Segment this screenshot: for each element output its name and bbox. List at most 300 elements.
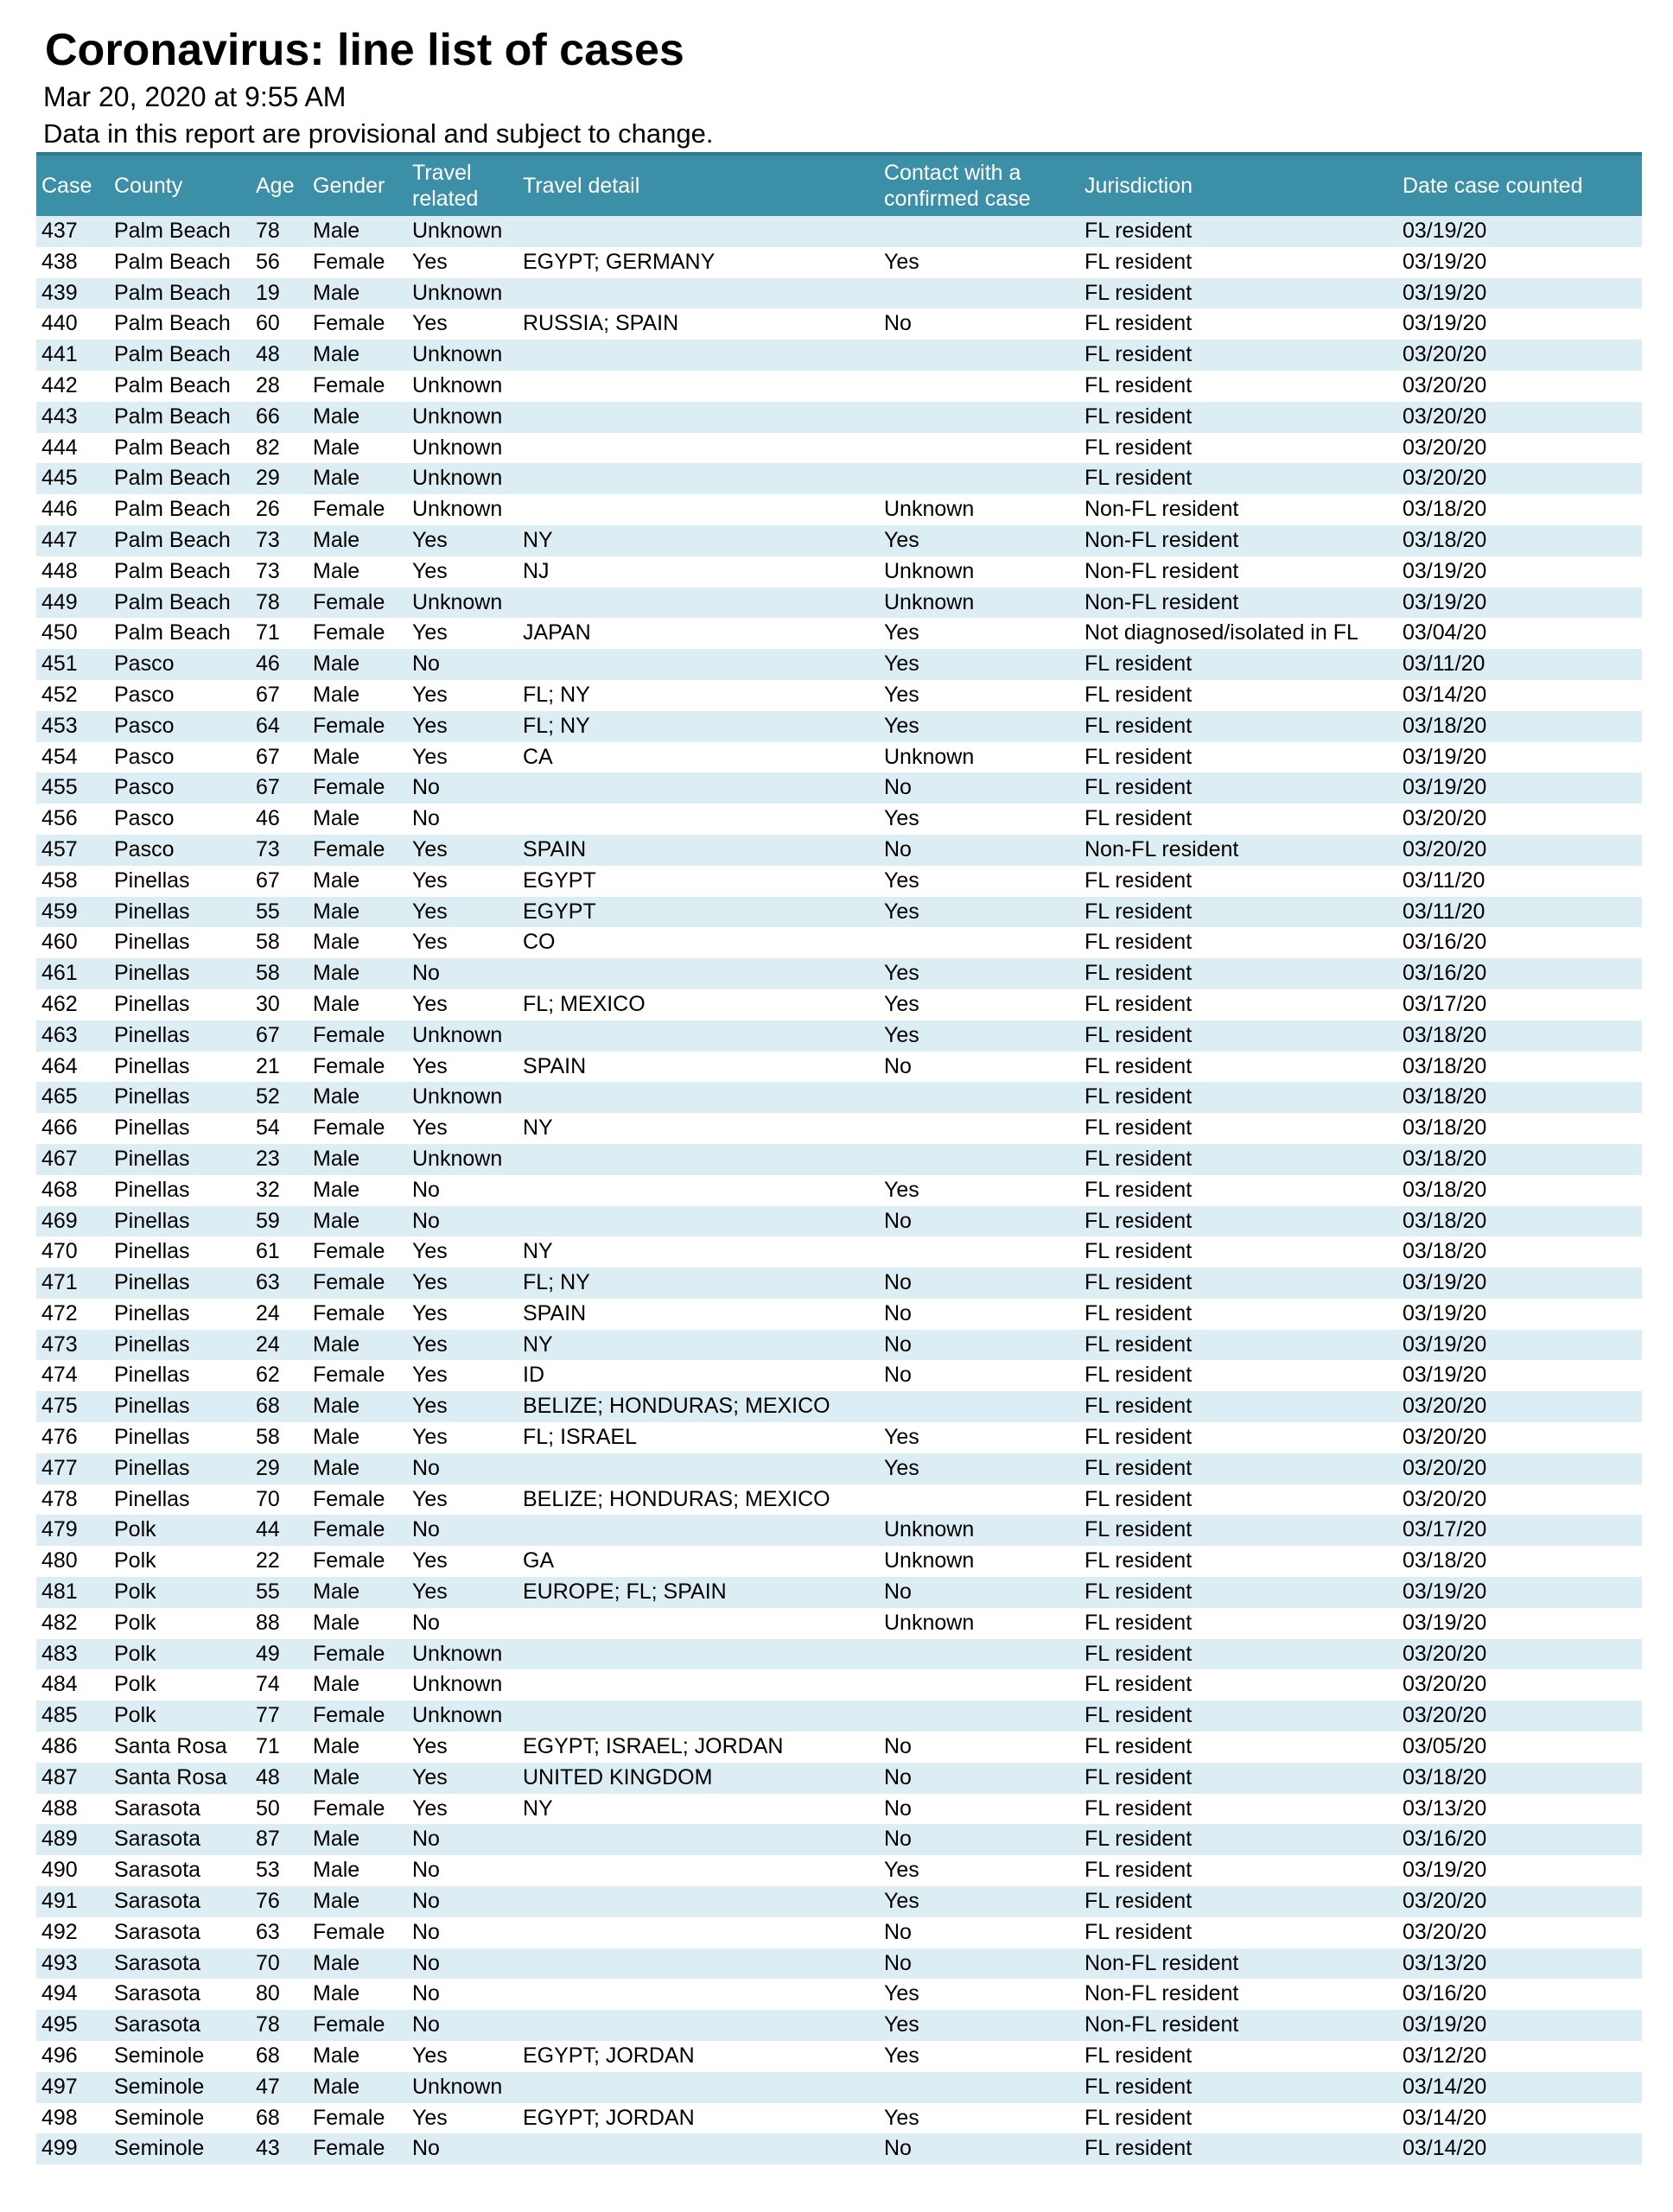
cell-contact xyxy=(879,927,1079,958)
cell-county: Palm Beach xyxy=(109,308,251,340)
cell-case: 486 xyxy=(36,1732,109,1763)
cell-age: 80 xyxy=(251,1979,308,2010)
cell-case: 473 xyxy=(36,1330,109,1361)
cell-travel-related: Unknown xyxy=(407,216,518,247)
cell-age: 54 xyxy=(251,1113,308,1144)
cell-travel-detail xyxy=(518,1700,879,1732)
table-row xyxy=(36,649,1642,680)
table-row xyxy=(36,2041,1642,2072)
cell-jurisdiction: Non-FL resident xyxy=(1079,2010,1397,2041)
cell-gender: Male xyxy=(308,866,407,897)
cell-county: Pinellas xyxy=(109,1113,251,1144)
cell-jurisdiction: FL resident xyxy=(1079,1732,1397,1763)
cell-contact: No xyxy=(879,1052,1079,1083)
cell-travel-detail xyxy=(518,1824,879,1855)
cell-age: 58 xyxy=(251,1422,308,1453)
cell-county: Pasco xyxy=(109,680,251,711)
cell-gender: Male xyxy=(308,1979,407,2010)
cell-contact: No xyxy=(879,1299,1079,1330)
table-row xyxy=(36,2010,1642,2041)
cell-contact xyxy=(879,1700,1079,1732)
cell-contact xyxy=(879,433,1079,464)
cell-travel-detail xyxy=(518,1082,879,1113)
cell-age: 26 xyxy=(251,494,308,525)
cell-age: 63 xyxy=(251,1917,308,1948)
table-row xyxy=(36,278,1642,309)
cell-contact xyxy=(879,1484,1079,1516)
cell-case: 450 xyxy=(36,618,109,649)
cell-county: Palm Beach xyxy=(109,494,251,525)
cell-age: 70 xyxy=(251,1948,308,1980)
cell-case: 440 xyxy=(36,308,109,340)
cell-travel-detail: SPAIN xyxy=(518,1299,879,1330)
cell-travel-related: Yes xyxy=(407,2041,518,2072)
cell-county: Pinellas xyxy=(109,1360,251,1391)
cell-travel-related: Unknown xyxy=(407,1639,518,1670)
cell-county: Palm Beach xyxy=(109,433,251,464)
cell-gender: Male xyxy=(308,433,407,464)
cell-county: Polk xyxy=(109,1700,251,1732)
cell-age: 48 xyxy=(251,340,308,371)
cell-travel-detail: EGYPT; ISRAEL; JORDAN xyxy=(518,1732,879,1763)
cell-jurisdiction: FL resident xyxy=(1079,1917,1397,1948)
cell-jurisdiction: Non-FL resident xyxy=(1079,556,1397,588)
cell-jurisdiction: FL resident xyxy=(1079,278,1397,309)
cell-gender: Female xyxy=(308,835,407,866)
table-row xyxy=(36,433,1642,464)
cell-age: 68 xyxy=(251,2103,308,2134)
cell-county: Sarasota xyxy=(109,1794,251,1825)
table-row xyxy=(36,835,1642,866)
cell-travel-detail xyxy=(518,1515,879,1546)
cell-age: 46 xyxy=(251,649,308,680)
cell-travel-detail: SPAIN xyxy=(518,835,879,866)
cell-travel-detail: CO xyxy=(518,927,879,958)
cell-county: Sarasota xyxy=(109,2010,251,2041)
table-row xyxy=(36,1608,1642,1639)
report-timestamp: Mar 20, 2020 at 9:55 AM xyxy=(43,81,347,112)
table-row xyxy=(36,1206,1642,1237)
cell-jurisdiction: FL resident xyxy=(1079,1206,1397,1237)
cell-travel-related: No xyxy=(407,1515,518,1546)
cell-contact: Unknown xyxy=(879,556,1079,588)
cell-gender: Male xyxy=(308,1732,407,1763)
cell-gender: Male xyxy=(308,927,407,958)
cell-travel-detail: EUROPE; FL; SPAIN xyxy=(518,1577,879,1608)
cell-travel-related: Yes xyxy=(407,680,518,711)
cell-age: 46 xyxy=(251,804,308,835)
cell-travel-detail xyxy=(518,1979,879,2010)
cell-contact: Yes xyxy=(879,897,1079,928)
cell-case: 484 xyxy=(36,1669,109,1700)
cell-age: 47 xyxy=(251,2072,308,2103)
cell-case: 443 xyxy=(36,402,109,433)
cell-contact: Yes xyxy=(879,711,1079,742)
cell-county: Pinellas xyxy=(109,1082,251,1113)
cell-county: Pinellas xyxy=(109,1052,251,1083)
cell-case: 471 xyxy=(36,1268,109,1299)
table-row xyxy=(36,1515,1642,1546)
table-row xyxy=(36,618,1642,649)
cell-travel-related: Yes xyxy=(407,247,518,278)
cell-county: Pasco xyxy=(109,742,251,773)
cell-case: 495 xyxy=(36,2010,109,2041)
cell-contact: Yes xyxy=(879,680,1079,711)
cell-county: Pinellas xyxy=(109,897,251,928)
cell-county: Seminole xyxy=(109,2041,251,2072)
cell-gender: Male xyxy=(308,556,407,588)
cell-contact xyxy=(879,216,1079,247)
cell-jurisdiction: FL resident xyxy=(1079,1113,1397,1144)
cell-county: Pinellas xyxy=(109,1391,251,1422)
cell-date-counted: 03/04/20 xyxy=(1397,618,1642,649)
cell-age: 24 xyxy=(251,1330,308,1361)
cell-travel-detail: NY xyxy=(518,525,879,556)
cell-travel-detail xyxy=(518,1144,879,1175)
cell-gender: Male xyxy=(308,216,407,247)
cell-case: 468 xyxy=(36,1175,109,1206)
cell-travel-detail: NY xyxy=(518,1236,879,1268)
cell-gender: Male xyxy=(308,989,407,1020)
cell-contact: No xyxy=(879,1917,1079,1948)
table-row xyxy=(36,1020,1642,1052)
cell-case: 481 xyxy=(36,1577,109,1608)
cell-jurisdiction: FL resident xyxy=(1079,1886,1397,1917)
cell-county: Palm Beach xyxy=(109,340,251,371)
cell-date-counted: 03/20/20 xyxy=(1397,371,1642,402)
cell-contact: Yes xyxy=(879,2103,1079,2134)
table-row xyxy=(36,927,1642,958)
table-row xyxy=(36,958,1642,989)
cell-date-counted: 03/20/20 xyxy=(1397,433,1642,464)
cell-gender: Male xyxy=(308,680,407,711)
cell-contact: No xyxy=(879,1206,1079,1237)
cell-date-counted: 03/20/20 xyxy=(1397,1639,1642,1670)
cell-gender: Female xyxy=(308,247,407,278)
cell-travel-detail: NY xyxy=(518,1330,879,1361)
cell-case: 467 xyxy=(36,1144,109,1175)
cell-travel-detail: RUSSIA; SPAIN xyxy=(518,308,879,340)
cell-contact: Yes xyxy=(879,1979,1079,2010)
column-header-jurisdiction: Jurisdiction xyxy=(1079,154,1397,216)
cell-age: 23 xyxy=(251,1144,308,1175)
column-header-age: Age xyxy=(251,154,308,216)
cell-age: 73 xyxy=(251,525,308,556)
cell-county: Palm Beach xyxy=(109,618,251,649)
cell-travel-detail xyxy=(518,2010,879,2041)
cell-travel-related: Yes xyxy=(407,1391,518,1422)
cell-date-counted: 03/14/20 xyxy=(1397,2133,1642,2164)
cell-case: 460 xyxy=(36,927,109,958)
cell-case: 488 xyxy=(36,1794,109,1825)
cell-county: Polk xyxy=(109,1546,251,1577)
cell-gender: Female xyxy=(308,588,407,619)
cell-case: 492 xyxy=(36,1917,109,1948)
cell-gender: Male xyxy=(308,649,407,680)
cell-jurisdiction: Non-FL resident xyxy=(1079,525,1397,556)
cell-date-counted: 03/19/20 xyxy=(1397,1855,1642,1886)
cell-jurisdiction: FL resident xyxy=(1079,989,1397,1020)
cell-travel-related: No xyxy=(407,1206,518,1237)
cell-jurisdiction: FL resident xyxy=(1079,1360,1397,1391)
cell-case: 453 xyxy=(36,711,109,742)
cell-travel-related: Unknown xyxy=(407,1700,518,1732)
cell-age: 78 xyxy=(251,216,308,247)
table-row xyxy=(36,680,1642,711)
table-row xyxy=(36,989,1642,1020)
cell-gender: Male xyxy=(308,1608,407,1639)
cell-jurisdiction: FL resident xyxy=(1079,308,1397,340)
cell-travel-related: Yes xyxy=(407,1422,518,1453)
cell-travel-related: Yes xyxy=(407,308,518,340)
cell-age: 55 xyxy=(251,1577,308,1608)
cell-travel-detail xyxy=(518,1175,879,1206)
cell-case: 470 xyxy=(36,1236,109,1268)
cell-gender: Male xyxy=(308,1330,407,1361)
cell-case: 447 xyxy=(36,525,109,556)
cell-age: 73 xyxy=(251,556,308,588)
cell-case: 446 xyxy=(36,494,109,525)
cell-travel-related: Unknown xyxy=(407,1020,518,1052)
cell-gender: Male xyxy=(308,1763,407,1794)
cell-date-counted: 03/18/20 xyxy=(1397,494,1642,525)
cell-gender: Female xyxy=(308,618,407,649)
cell-contact: Yes xyxy=(879,618,1079,649)
cell-date-counted: 03/20/20 xyxy=(1397,1886,1642,1917)
cell-county: Pinellas xyxy=(109,958,251,989)
cell-gender: Female xyxy=(308,2133,407,2164)
cell-travel-detail: GA xyxy=(518,1546,879,1577)
cell-travel-related: No xyxy=(407,2133,518,2164)
cell-contact: Yes xyxy=(879,866,1079,897)
cell-contact xyxy=(879,340,1079,371)
cell-gender: Male xyxy=(308,1391,407,1422)
cell-county: Polk xyxy=(109,1669,251,1700)
cell-case: 444 xyxy=(36,433,109,464)
cell-travel-detail xyxy=(518,1855,879,1886)
cell-jurisdiction: FL resident xyxy=(1079,2103,1397,2134)
cell-contact: Yes xyxy=(879,1422,1079,1453)
cell-jurisdiction: FL resident xyxy=(1079,742,1397,773)
cell-case: 456 xyxy=(36,804,109,835)
column-header-case: Case xyxy=(36,154,109,216)
cell-jurisdiction: Non-FL resident xyxy=(1079,1948,1397,1980)
cell-county: Pinellas xyxy=(109,1236,251,1268)
cell-date-counted: 03/19/20 xyxy=(1397,1608,1642,1639)
cell-travel-detail: NY xyxy=(518,1794,879,1825)
cell-age: 28 xyxy=(251,371,308,402)
cell-county: Seminole xyxy=(109,2133,251,2164)
cell-age: 58 xyxy=(251,958,308,989)
cell-contact: No xyxy=(879,1577,1079,1608)
cell-age: 30 xyxy=(251,989,308,1020)
cell-jurisdiction: FL resident xyxy=(1079,897,1397,928)
cell-case: 455 xyxy=(36,772,109,804)
cell-date-counted: 03/18/20 xyxy=(1397,1052,1642,1083)
cell-date-counted: 03/17/20 xyxy=(1397,989,1642,1020)
table-row xyxy=(36,463,1642,494)
cell-case: 466 xyxy=(36,1113,109,1144)
cell-contact xyxy=(879,1113,1079,1144)
cell-travel-detail: NJ xyxy=(518,556,879,588)
cell-travel-detail xyxy=(518,1948,879,1980)
cell-jurisdiction: FL resident xyxy=(1079,2133,1397,2164)
cell-jurisdiction: FL resident xyxy=(1079,1175,1397,1206)
cell-travel-related: No xyxy=(407,1979,518,2010)
cell-travel-related: Unknown xyxy=(407,278,518,309)
table-row xyxy=(36,1917,1642,1948)
cell-contact: Yes xyxy=(879,1175,1079,1206)
cell-travel-detail xyxy=(518,1020,879,1052)
cell-age: 59 xyxy=(251,1206,308,1237)
cell-case: 438 xyxy=(36,247,109,278)
cell-travel-related: Yes xyxy=(407,1484,518,1516)
table-row xyxy=(36,1422,1642,1453)
cell-travel-related: Unknown xyxy=(407,1669,518,1700)
cell-date-counted: 03/11/20 xyxy=(1397,649,1642,680)
cell-county: Pinellas xyxy=(109,1206,251,1237)
cell-travel-detail: ID xyxy=(518,1360,879,1391)
table-row xyxy=(36,247,1642,278)
table-row xyxy=(36,1360,1642,1391)
cell-date-counted: 03/19/20 xyxy=(1397,278,1642,309)
cell-date-counted: 03/19/20 xyxy=(1397,1577,1642,1608)
cell-county: Pinellas xyxy=(109,1268,251,1299)
cell-county: Seminole xyxy=(109,2103,251,2134)
cell-gender: Male xyxy=(308,804,407,835)
table-row xyxy=(36,1948,1642,1980)
cell-county: Palm Beach xyxy=(109,371,251,402)
cell-case: 496 xyxy=(36,2041,109,2072)
table-row xyxy=(36,1886,1642,1917)
cell-gender: Female xyxy=(308,1794,407,1825)
cell-county: Pinellas xyxy=(109,1330,251,1361)
cell-jurisdiction: FL resident xyxy=(1079,1700,1397,1732)
cell-travel-related: Yes xyxy=(407,1330,518,1361)
cell-contact xyxy=(879,371,1079,402)
cell-travel-related: Yes xyxy=(407,2103,518,2134)
table-row xyxy=(36,711,1642,742)
cell-gender: Female xyxy=(308,1113,407,1144)
cell-contact: No xyxy=(879,772,1079,804)
cell-jurisdiction: FL resident xyxy=(1079,866,1397,897)
cell-contact: Unknown xyxy=(879,1515,1079,1546)
cell-travel-related: No xyxy=(407,649,518,680)
cell-travel-detail xyxy=(518,1639,879,1670)
report-title: Coronavirus: line list of cases xyxy=(45,25,684,75)
cell-contact: Unknown xyxy=(879,494,1079,525)
cell-date-counted: 03/18/20 xyxy=(1397,525,1642,556)
cell-travel-related: Yes xyxy=(407,1236,518,1268)
cell-county: Pasco xyxy=(109,804,251,835)
cell-county: Palm Beach xyxy=(109,556,251,588)
cell-county: Pinellas xyxy=(109,1020,251,1052)
cell-travel-related: No xyxy=(407,1453,518,1484)
cell-county: Pinellas xyxy=(109,1453,251,1484)
cell-travel-related: Unknown xyxy=(407,1144,518,1175)
cell-contact xyxy=(879,1391,1079,1422)
cell-contact xyxy=(879,463,1079,494)
cell-case: 437 xyxy=(36,216,109,247)
cell-jurisdiction: FL resident xyxy=(1079,1082,1397,1113)
table-row xyxy=(36,216,1642,247)
cell-jurisdiction: FL resident xyxy=(1079,1794,1397,1825)
cell-date-counted: 03/20/20 xyxy=(1397,1700,1642,1732)
cell-county: Pinellas xyxy=(109,1484,251,1516)
cell-case: 493 xyxy=(36,1948,109,1980)
cell-gender: Female xyxy=(308,308,407,340)
cell-travel-detail xyxy=(518,1886,879,1917)
table-row xyxy=(36,1700,1642,1732)
cell-gender: Male xyxy=(308,897,407,928)
cell-age: 29 xyxy=(251,1453,308,1484)
cell-contact: Yes xyxy=(879,1020,1079,1052)
cell-jurisdiction: FL resident xyxy=(1079,1299,1397,1330)
cell-gender: Male xyxy=(308,1669,407,1700)
cell-travel-detail xyxy=(518,1608,879,1639)
cell-contact: Yes xyxy=(879,649,1079,680)
cell-travel-detail: FL; NY xyxy=(518,680,879,711)
cell-gender: Female xyxy=(308,1515,407,1546)
table-row xyxy=(36,1113,1642,1144)
cell-travel-related: Yes xyxy=(407,897,518,928)
column-header-gender: Gender xyxy=(308,154,407,216)
cell-case: 458 xyxy=(36,866,109,897)
cell-gender: Male xyxy=(308,278,407,309)
cell-jurisdiction: FL resident xyxy=(1079,1546,1397,1577)
cell-travel-detail: EGYPT; JORDAN xyxy=(518,2103,879,2134)
column-header-contact: Contact with a confirmed case xyxy=(879,154,1079,216)
cell-travel-related: Yes xyxy=(407,835,518,866)
cell-age: 29 xyxy=(251,463,308,494)
cell-age: 67 xyxy=(251,1020,308,1052)
cell-travel-detail xyxy=(518,804,879,835)
cell-jurisdiction: FL resident xyxy=(1079,433,1397,464)
cell-jurisdiction: FL resident xyxy=(1079,927,1397,958)
cell-jurisdiction: Non-FL resident xyxy=(1079,494,1397,525)
cell-contact: No xyxy=(879,2133,1079,2164)
cell-travel-related: No xyxy=(407,1855,518,1886)
cell-county: Polk xyxy=(109,1639,251,1670)
cell-date-counted: 03/19/20 xyxy=(1397,588,1642,619)
cell-date-counted: 03/20/20 xyxy=(1397,1391,1642,1422)
cell-age: 68 xyxy=(251,2041,308,2072)
cell-travel-detail xyxy=(518,1917,879,1948)
cell-contact: Unknown xyxy=(879,588,1079,619)
cell-gender: Female xyxy=(308,772,407,804)
cell-gender: Female xyxy=(308,1052,407,1083)
cell-contact: Yes xyxy=(879,525,1079,556)
cell-travel-related: Unknown xyxy=(407,433,518,464)
cell-travel-detail xyxy=(518,2072,879,2103)
cell-county: Pasco xyxy=(109,649,251,680)
cell-county: Palm Beach xyxy=(109,247,251,278)
cell-gender: Male xyxy=(308,340,407,371)
cell-age: 78 xyxy=(251,2010,308,2041)
cell-travel-related: No xyxy=(407,1917,518,1948)
cell-county: Santa Rosa xyxy=(109,1732,251,1763)
cell-gender: Female xyxy=(308,1639,407,1670)
cell-age: 53 xyxy=(251,1855,308,1886)
cell-contact: Yes xyxy=(879,958,1079,989)
cell-jurisdiction: FL resident xyxy=(1079,1453,1397,1484)
cell-jurisdiction: FL resident xyxy=(1079,958,1397,989)
cell-case: 448 xyxy=(36,556,109,588)
cell-date-counted: 03/19/20 xyxy=(1397,1268,1642,1299)
cell-jurisdiction: Non-FL resident xyxy=(1079,588,1397,619)
cell-travel-related: Yes xyxy=(407,556,518,588)
cell-date-counted: 03/05/20 xyxy=(1397,1732,1642,1763)
